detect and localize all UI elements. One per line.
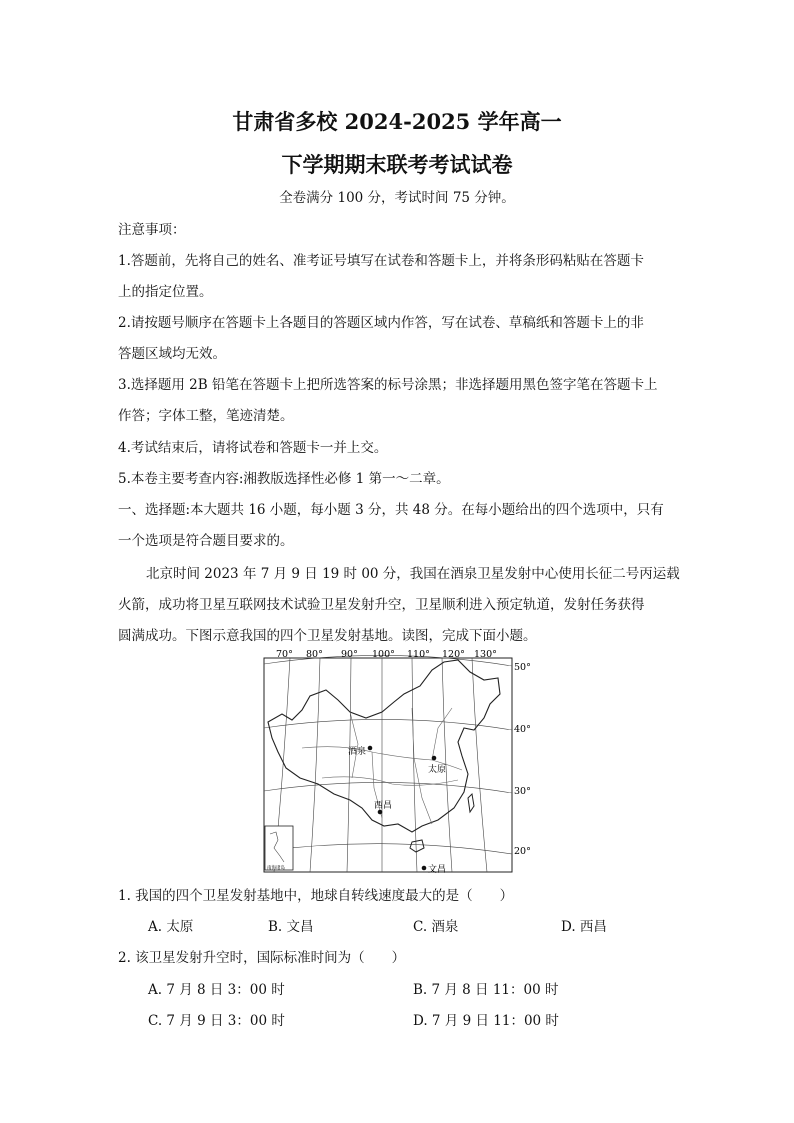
notes-heading: 注意事项： [118, 222, 186, 238]
question-2-stem: 2. 该卫星发射升空时，国际标准时间为（ ） [118, 950, 406, 966]
q1-option-a[interactable]: A. 太原 [148, 919, 194, 935]
note-line: 4.考试结束后，请将试卷和答题卡一并上交。 [118, 440, 388, 456]
lat-label: 20° [514, 846, 531, 857]
jiuquan-label: 酒泉 [348, 747, 367, 757]
lat-label: 40° [514, 724, 531, 735]
note-line: 2.请按题号顺序在答题卡上各题目的答题区域内作答，写在试卷、草稿纸和答题卡上的非 [118, 315, 644, 331]
note-line: 答题区域均无效。 [118, 346, 226, 362]
q1-option-b[interactable]: B. 文昌 [268, 919, 314, 935]
passage-line: 火箭，成功将卫星互联网技术试验卫星发射升空，卫星顺利进入预定轨道，发射任务获得 [118, 597, 645, 613]
note-line: 作答；字体工整，笔迹清楚。 [118, 408, 294, 424]
passage-line: 圆满成功。下图示意我国的四个卫星发射基地。读图，完成下面小题。 [118, 628, 537, 644]
q2-option-d[interactable]: D. 7 月 9 日 11：00 时 [413, 1013, 559, 1029]
lon-label: 130° [474, 649, 497, 660]
q1-option-d[interactable]: D. 西昌 [561, 919, 607, 935]
exam-subtitle: 全卷满分 100 分，考试时间 75 分钟。 [279, 190, 515, 206]
wenchang-label: 文昌 [428, 865, 447, 875]
lon-label: 100° [372, 649, 395, 660]
q2-option-b[interactable]: B. 7 月 8 日 11：00 时 [413, 982, 559, 998]
q2-option-a[interactable]: A. 7 月 8 日 3：00 时 [148, 982, 285, 998]
lon-label: 80° [306, 649, 323, 660]
taiyuan-marker [432, 756, 437, 761]
lat-label: 30° [514, 786, 531, 797]
taiyuan-label: 太原 [428, 765, 447, 775]
lon-label: 110° [407, 649, 430, 660]
q1-option-c[interactable]: C. 酒泉 [413, 919, 459, 935]
passage-line: 北京时间 2023 年 7 月 9 日 19 时 00 分，我国在酒泉卫星发射中心使用长征二号丙运载 [146, 566, 680, 582]
question-1-stem: 1. 我国的四个卫星发射基地中，地球自转线速度最大的是（ ） [118, 888, 514, 904]
wenchang-marker [422, 866, 427, 871]
inset-label: 南海诸岛 [267, 866, 285, 871]
note-line: 上的指定位置。 [118, 284, 213, 300]
lat-label: 50° [514, 662, 531, 673]
exam-title-line1: 甘肃省多校 2024-2025 学年高一 [232, 109, 562, 134]
note-line: 3.选择题用 2B 铅笔在答题卡上把所选答案的标号涂黑；非选择题用黑色签字笔在答题卡上 [118, 377, 658, 393]
lon-label: 120° [442, 649, 465, 660]
section-heading-cont: 一个选项是符合题目要求的。 [118, 533, 294, 549]
exam-title-line2: 下学期期末联考考试试卷 [281, 152, 513, 177]
china-launch-sites-map [262, 648, 532, 876]
note-line: 1.答题前，先将自己的姓名、准考证号填写在试卷和答题卡上，并将条形码粘贴在答题卡 [118, 253, 644, 269]
jiuquan-marker [368, 746, 373, 751]
xichang-label: 西昌 [374, 801, 393, 811]
lon-label: 90° [341, 649, 358, 660]
lon-label: 70° [276, 649, 293, 660]
q2-option-c[interactable]: C. 7 月 9 日 3：00 时 [148, 1013, 285, 1029]
section-heading: 一、选择题:本大题共 16 小题，每小题 3 分，共 48 分。在每小题给出的四个选项中，只有 [118, 502, 664, 518]
note-line: 5.本卷主要考查内容:湘教版选择性必修 1 第一～二章。 [118, 471, 450, 487]
